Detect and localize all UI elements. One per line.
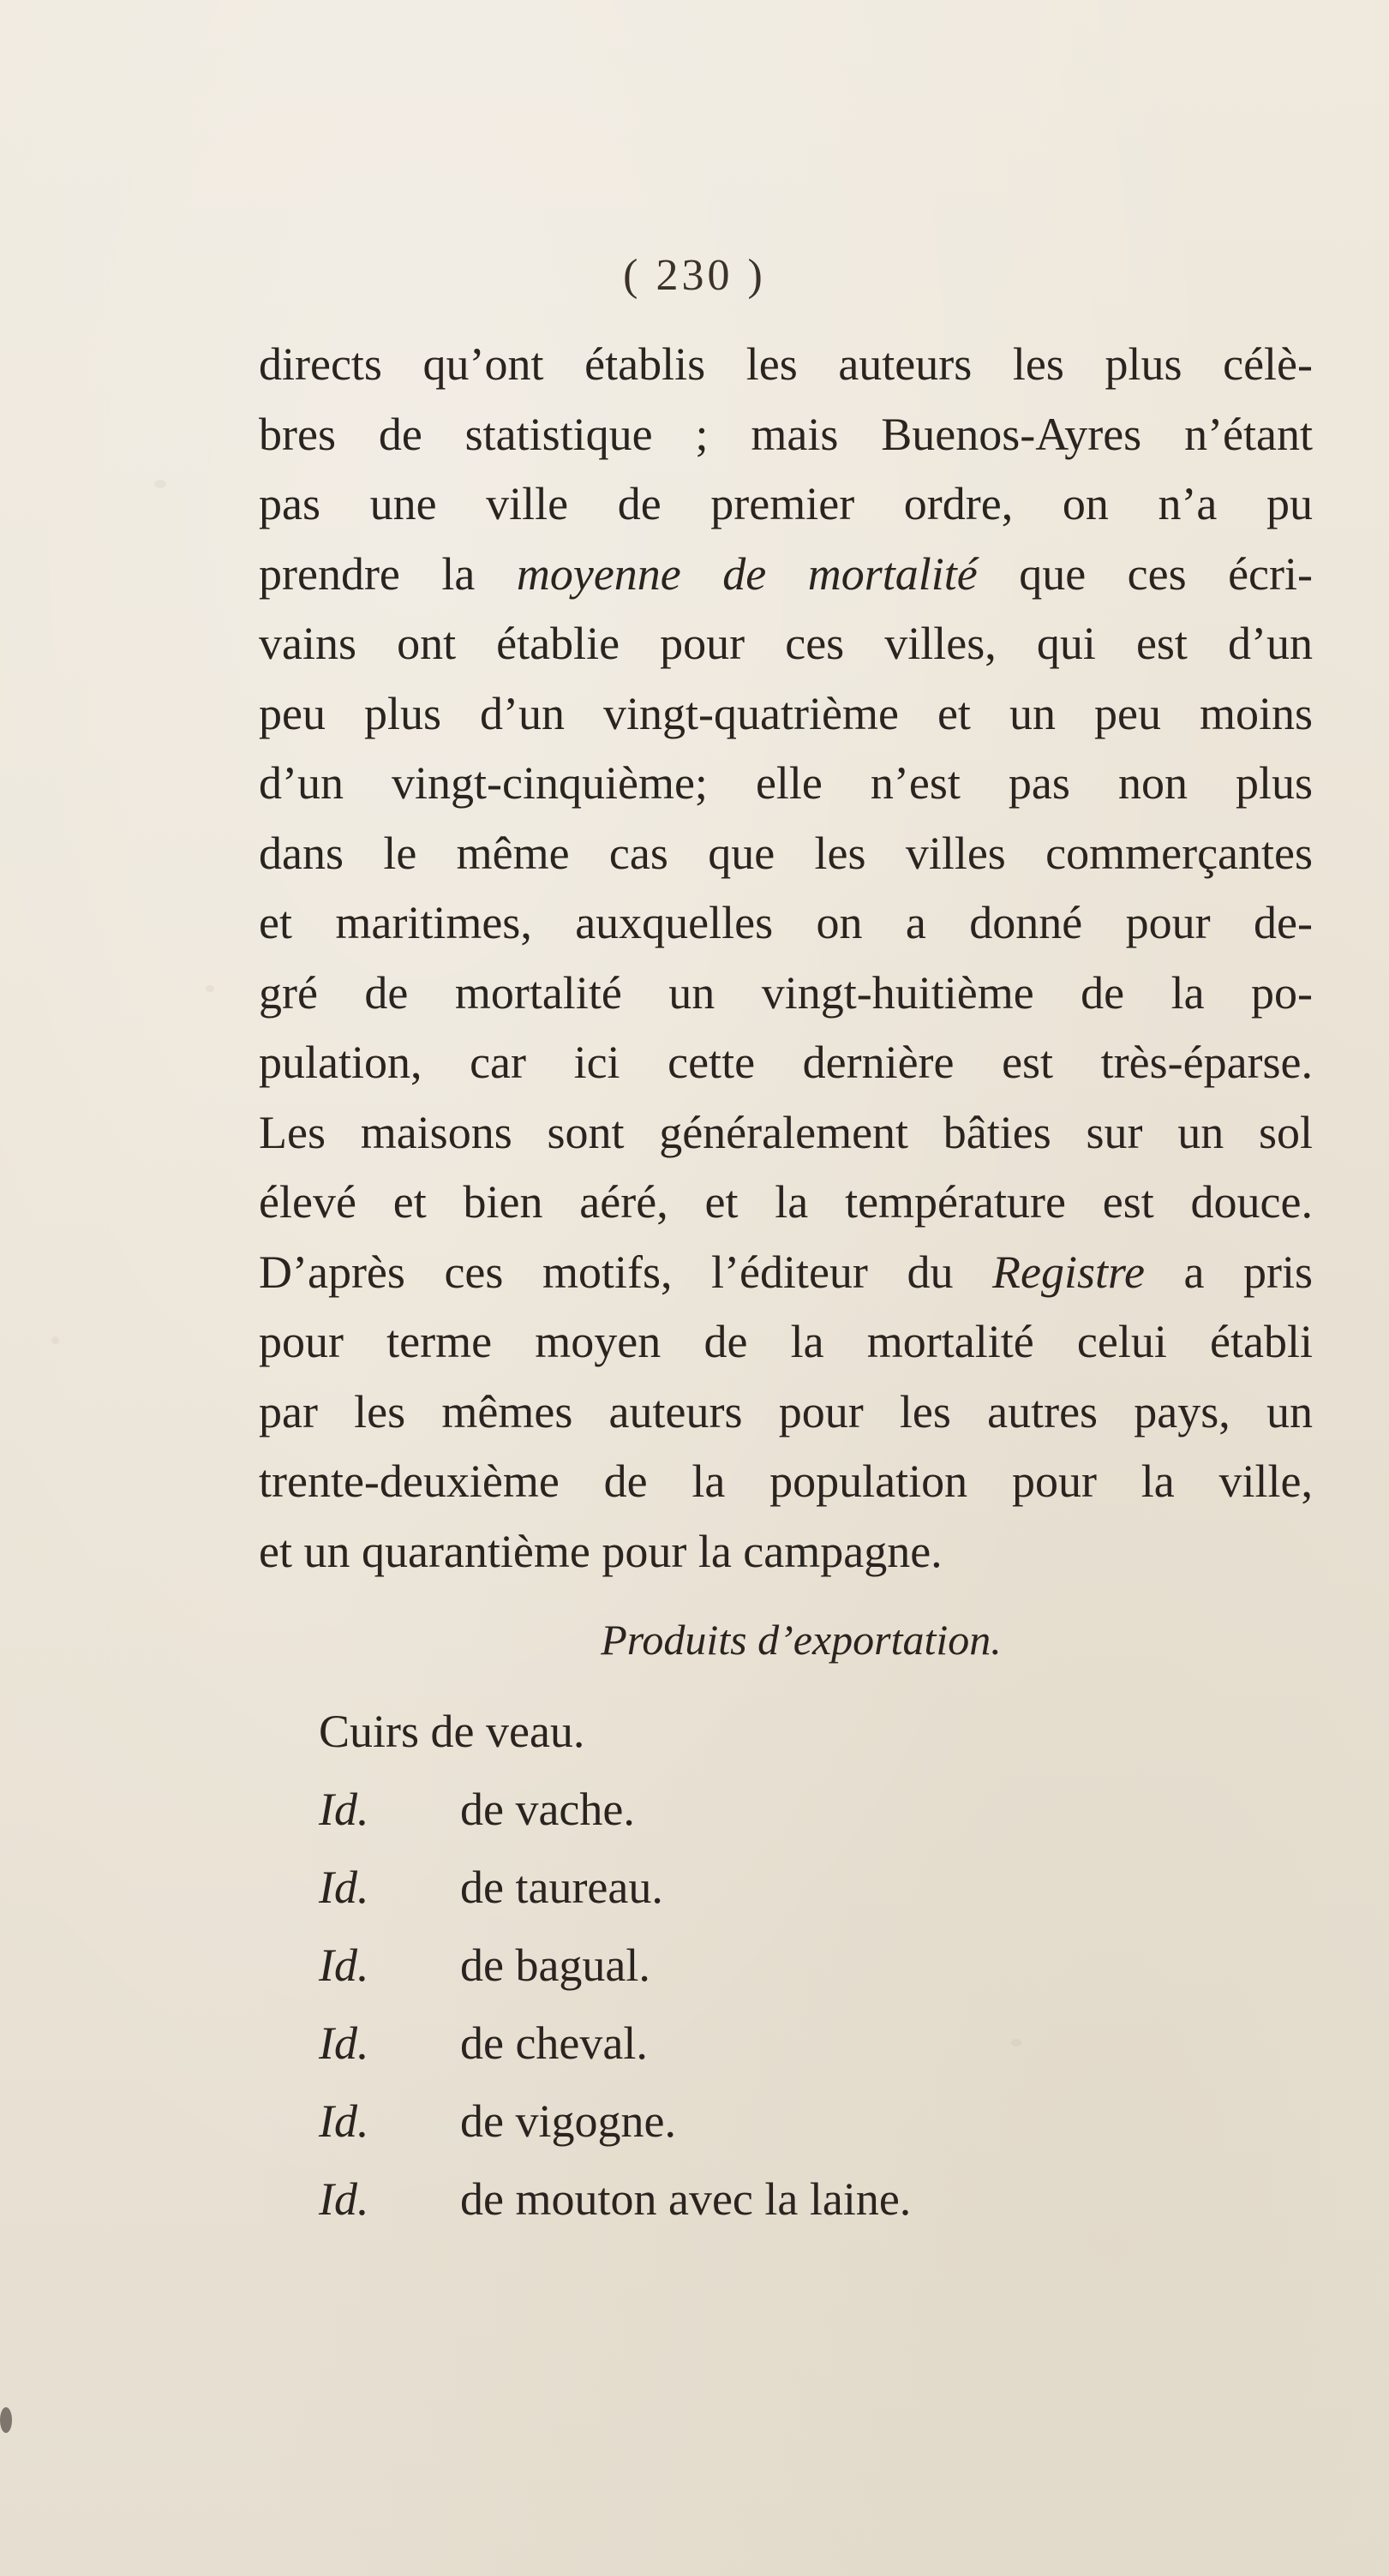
italic-phrase: Registre [992,1246,1145,1298]
text-run: bres de statistique ; mais Buenos-Ayres n’étant [259,408,1313,460]
product-label: de vigogne. [460,2095,676,2147]
text-line [259,540,1313,610]
text-run: et un quarantième pour la campagne. [259,1525,943,1577]
text-line [259,469,1313,540]
text-run: prendre la [259,547,517,600]
ditto-mark: Id. [319,2173,369,2225]
product-item [319,1939,911,2017]
section-title: Produits d’exportation. [601,1616,1002,1664]
page-number: ( 230 ) [623,251,766,300]
product-list [319,1705,911,2250]
paper-stain [1011,2039,1021,2047]
text-line [259,1238,1313,1308]
product-item [319,1783,911,1861]
text-line [259,400,1313,470]
text-run: que ces écri- [977,547,1313,600]
ditto-mark: Id. [319,2017,369,2069]
text-run: d’un vingt-cinquième; elle n’est pas non plus [259,757,1313,809]
product-item [319,2017,911,2095]
product-label: de cheval. [460,2017,648,2069]
product-label: Cuirs de veau. [319,1706,585,1757]
text-line [259,819,1313,889]
text-run: trente-deuxième de la population pour la ville, [259,1455,1313,1507]
text-line [259,1168,1313,1238]
ditto-mark: Id. [319,1862,369,1913]
paper-stain [51,1336,59,1344]
text-run: dans le même cas que les villes commerçantes [259,827,1313,879]
text-run: par les mêmes auteurs pour les autres pays, un [259,1385,1313,1437]
product-item [319,2095,911,2173]
paper-stain [0,2407,12,2433]
text-run: Les maisons sont généralement bâties sur un sol [259,1106,1313,1158]
text-line [259,1447,1313,1517]
product-label: de bagual. [460,1939,650,1991]
text-run: D’après ces motifs, l’éditeur du [259,1246,992,1298]
text-run: et maritimes, auxquelles on a donné pour de- [259,897,1313,948]
text-line [259,1028,1313,1098]
text-run: pulation, car ici cette dernière est très-éparse. [259,1037,1313,1088]
ditto-mark: Id. [319,1939,369,1991]
product-label: de mouton avec la laine. [460,2173,912,2225]
text-line [259,1378,1313,1448]
text-run: directs qu’ont établis les auteurs les plus célè- [259,338,1313,390]
text-line [259,609,1313,679]
text-run: pour terme moyen de la mortalité celui établi [259,1316,1313,1367]
text-line [259,1098,1313,1168]
product-item [319,2173,911,2250]
text-run: peu plus d’un vingt-quatrième et un peu moins [259,687,1313,739]
text-line [259,749,1313,819]
ditto-mark: Id. [319,2095,369,2147]
text-line [259,888,1313,959]
text-run: vains ont établie pour ces villes, qui est d’un [259,618,1313,669]
ditto-mark: Id. [319,1784,369,1835]
text-line [259,1517,1313,1587]
text-line [259,959,1313,1029]
paper-stain [154,480,166,488]
italic-phrase: moyenne de mortalité [516,547,978,600]
paper-stain [206,985,214,992]
product-item [319,1861,911,1939]
product-item [319,1705,911,1783]
text-run: a pris [1144,1246,1314,1298]
text-line [259,1307,1313,1378]
text-line [259,330,1313,400]
text-run: gré de mortalité un vingt-huitième de la po- [259,966,1313,1019]
text-line [259,679,1313,750]
text-run: élevé et bien aéré, et la température est douce. [259,1176,1313,1228]
product-label: de vache. [460,1784,635,1835]
body-paragraph [259,330,1313,1587]
text-run: pas une ville de premier ordre, on n’a pu [259,478,1313,529]
product-label: de taureau. [460,1862,663,1913]
